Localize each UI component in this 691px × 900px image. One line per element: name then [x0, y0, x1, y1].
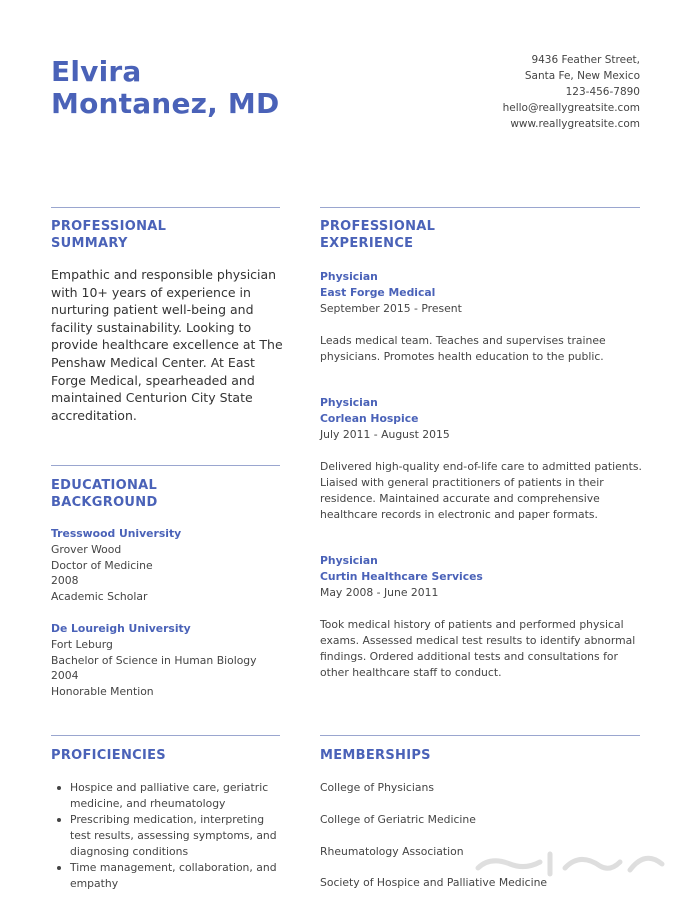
watermark-logo: [470, 840, 670, 885]
education-degree: Bachelor of Science in Human Biology: [51, 653, 257, 667]
education-degree: Doctor of Medicine: [51, 558, 153, 572]
experience-entry: [320, 553, 650, 681]
memberships-heading: MEMBERSHIPS: [320, 748, 431, 763]
education-heading: EDUCATIONAL BACKGROUND: [51, 478, 158, 510]
summary-heading: PROFESSIONAL SUMMARY: [51, 219, 167, 251]
experience-divider: [320, 207, 640, 208]
job-role: Physician: [320, 554, 378, 567]
job-role: Physician: [320, 396, 378, 409]
proficiencies-list: [55, 780, 285, 892]
proficiencies-divider: [51, 735, 280, 736]
job-organization: Curtin Healthcare Services: [320, 570, 483, 583]
job-description: Leads medical team. Teaches and supervises trainee physicians. Promotes health education to the public.: [320, 334, 606, 363]
summary-text: Empathic and responsible physician with 10+ years of experience in nurturing patient well-being and facility sustainability. Looking to provide healthcare excellence at The Penshaw Medical Center. At East Forge Medical, spearheaded and maintained Centurion City State accreditation.: [51, 267, 283, 423]
membership-item: College of Geriatric Medicine: [320, 813, 476, 826]
summary-divider: [51, 207, 280, 208]
contact-city: Santa Fe, New Mexico: [524, 70, 640, 82]
contact-street: 9436 Feather Street,: [531, 54, 640, 66]
membership-item: College of Physicians: [320, 781, 434, 794]
education-school: Tresswood University: [51, 527, 182, 540]
experience-entry: [320, 395, 650, 523]
contact-phone: 123-456-7890: [565, 86, 640, 98]
education-place: Fort Leburg: [51, 637, 113, 651]
experience-heading: PROFESSIONAL EXPERIENCE: [320, 219, 436, 251]
education-note: Academic Scholar: [51, 590, 148, 604]
education-school: De Loureigh University: [51, 622, 191, 635]
contact-website: www.reallygreatsite.com: [510, 118, 640, 130]
job-organization: East Forge Medical: [320, 286, 436, 299]
contact-email: hello@reallygreatsite.com: [502, 102, 640, 114]
education-year: 2008: [51, 574, 79, 588]
name-second-line: Montanez, MD: [51, 87, 280, 120]
list-item: Time management, collaboration, and empathy: [55, 860, 285, 892]
job-description: Took medical history of patients and performed physical exams. Assessed medical test results to identify abnormal findings. Ordered additional tests and consultations for other healthcare staff to conduct.: [320, 618, 636, 679]
membership-item: Rheumatology Association: [320, 845, 464, 858]
job-dates: July 2011 - August 2015: [320, 428, 450, 441]
job-description: Delivered high-quality end-of-life care to admitted patients. Liaised with general practitioners of patients in their residence. Maintained accurate and comprehensive healthcare records in electronic and paper formats.: [320, 460, 642, 521]
job-dates: May 2008 - June 2011: [320, 586, 439, 599]
memberships-divider: [320, 735, 640, 736]
job-role: Physician: [320, 270, 378, 283]
name-first-line: Elvira: [51, 55, 142, 88]
job-dates: September 2015 - Present: [320, 302, 462, 315]
education-note: Honorable Mention: [51, 685, 154, 699]
experience-entry: [320, 269, 650, 365]
proficiencies-heading: PROFICIENCIES: [51, 748, 166, 763]
candidate-name: [51, 56, 279, 120]
education-divider: [51, 465, 280, 466]
education-entry: [51, 526, 291, 605]
job-organization: Corlean Hospice: [320, 412, 419, 425]
education-year: 2004: [51, 669, 79, 683]
list-item: Hospice and palliative care, geriatric medicine, and rheumatology: [55, 780, 285, 812]
contact-block: [503, 52, 640, 132]
membership-item: Society of Hospice and Palliative Medicine: [320, 876, 548, 889]
education-entry: [51, 621, 291, 700]
list-item: Prescribing medication, interpreting test results, assessing symptoms, and diagnosing conditions: [55, 812, 285, 860]
education-place: Grover Wood: [51, 542, 122, 556]
